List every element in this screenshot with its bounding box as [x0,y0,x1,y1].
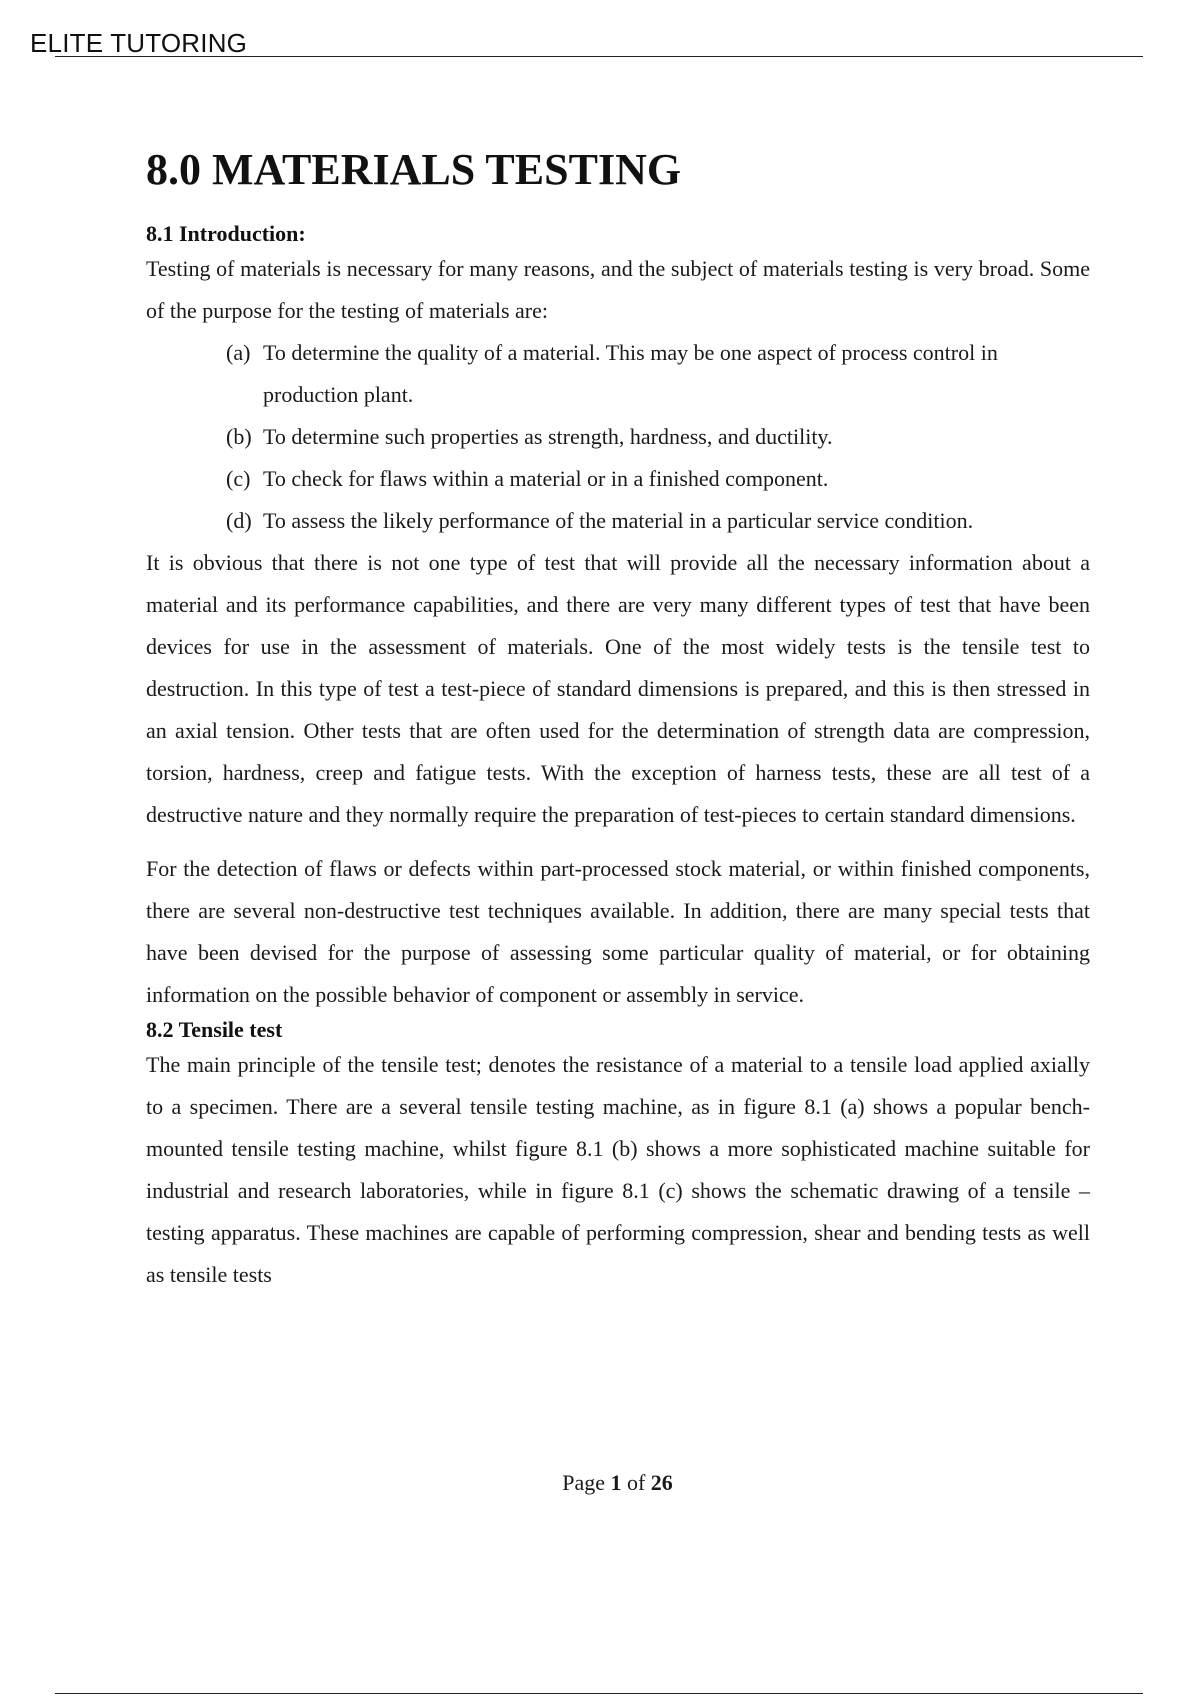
paragraph-tensile-test: The main principle of the tensile test; denotes the resistance of a material to a tensile load applied axially to a specimen. There are a several tensile testing machine, as in figure 8.1 (a) shows a popular bench-mounted tensile testing machine, whilst figure 8.1 (b) shows a more sophisticated machine suitable for industrial and research laboratories, while in figure 8.1 (c) shows the schematic drawing of a tensile – testing apparatus. These machines are capable of performing compression, shear and bending tests as well as tensile tests [146,1052,1090,1287]
page-prefix: Page [562,1470,605,1495]
purpose-list [146,332,1090,542]
list-marker: (a) [226,340,251,365]
section-heading-introduction: 8.1 Introduction: [146,221,306,246]
list-item-text: To assess the likely performance of the material in a particular service condition. [263,508,974,533]
header-divider [55,56,1143,57]
page-number [0,1470,1200,1496]
section-heading-tensile-test: 8.2 Tensile test [146,1017,283,1042]
list-item [226,458,1090,500]
page-of: of [626,1470,646,1495]
list-item-text: To determine the quality of a material. This may be one aspect of process control in production plant. [263,340,998,407]
list-item [226,416,1090,458]
list-item [226,500,1090,542]
intro-paragraph: Testing of materials is necessary for many reasons, and the subject of materials testing is very broad. Some of the purpose for the testing of materials are: [146,256,1090,323]
page-title: 8.0 MATERIALS TESTING [146,145,682,194]
list-item-text: To determine such properties as strength, hardness, and ductility. [263,424,833,449]
header-brand: ELITE TUTORING [30,28,248,58]
page-total: 26 [650,1470,673,1495]
page-current: 1 [610,1470,622,1495]
document-body [146,140,1090,1296]
list-marker: (b) [226,424,252,449]
list-item [226,332,1090,416]
paragraph-non-destructive: For the detection of flaws or defects within part-processed stock material, or within finished components, there are several non-destructive test techniques available. In addition, there are many special tests that have been devised for the purpose of assessing some particular quality of material, or for obtaining information on the possible behavior of component or assembly in service. [146,856,1090,1007]
list-marker: (c) [226,466,251,491]
list-item-text: To check for flaws within a material or in a finished component. [263,466,829,491]
paragraph-test-types: It is obvious that there is not one type of test that will provide all the necessary information about a material and its performance capabilities, and there are very many different types of test that have been devices for use in the assessment of materials. One of the most widely tests is the tensile test to destruction. In this type of test a test-piece of standard dimensions is prepared, and this is then stressed in an axial tension. Other tests that are often used for the determination of strength data are compression, torsion, hardness, creep and fatigue tests. With the exception of harness tests, these are all test of a destructive nature and they normally require the preparation of test-pieces to certain standard dimensions. [146,550,1090,827]
footer-divider [55,1693,1143,1694]
list-marker: (d) [226,508,252,533]
